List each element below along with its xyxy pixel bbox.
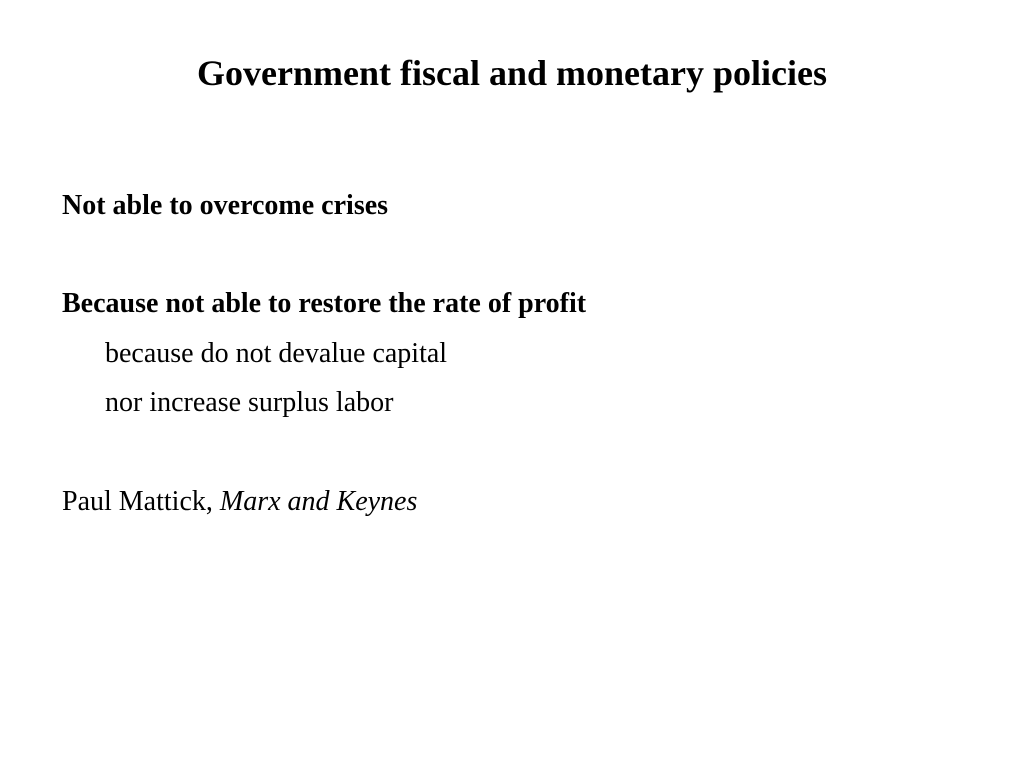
point-rate-of-profit: Because not able to restore the rate of profit [62, 288, 587, 319]
citation-work-title: Marx and Keynes [219, 486, 418, 517]
point-not-able-to-overcome-crises: Not able to overcome crises [62, 190, 389, 221]
slide-title: Government fiscal and monetary policies [197, 53, 827, 93]
subpoint-devalue-capital: because do not devalue capital [105, 338, 448, 369]
subpoint-surplus-labor: nor increase surplus labor [105, 387, 394, 418]
citation [62, 484, 417, 520]
citation-author: Paul Mattick, [62, 486, 220, 517]
